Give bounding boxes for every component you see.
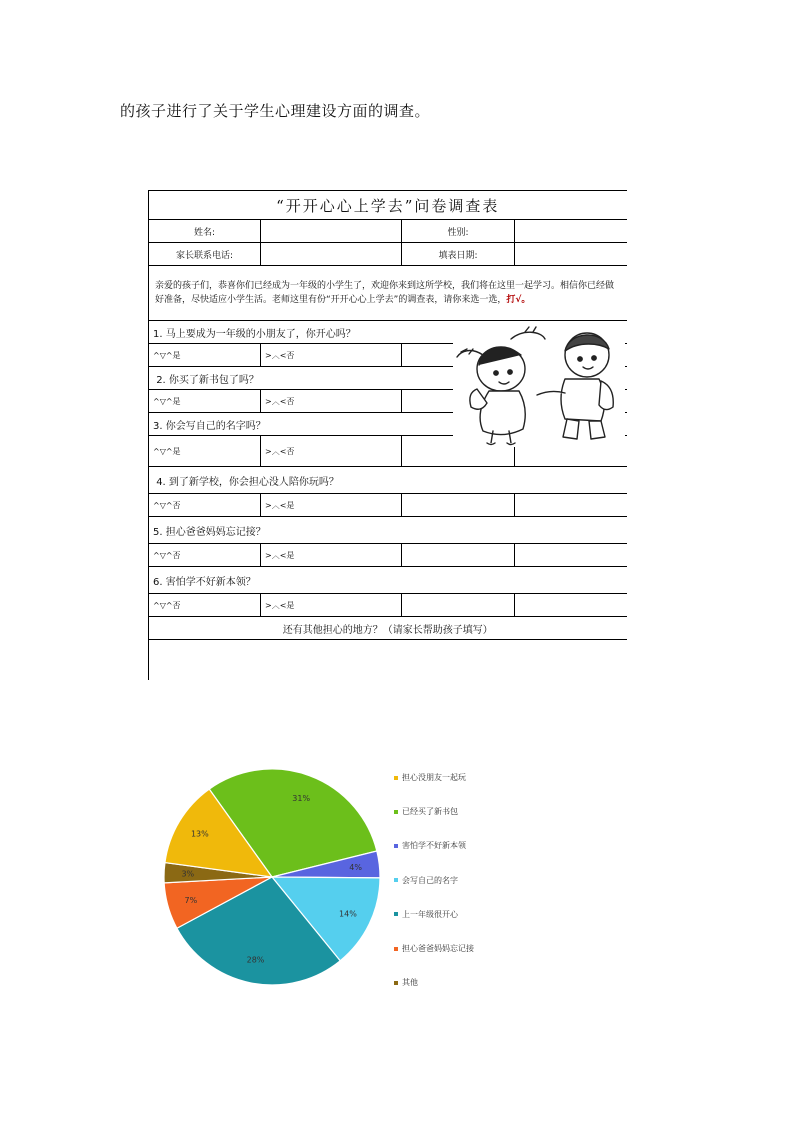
question-4-text: 4. 到了新学校，你会担心没人陪你玩吗？ bbox=[156, 476, 339, 488]
gender-label: 性别: bbox=[402, 220, 515, 243]
legend-item bbox=[394, 909, 458, 920]
boy-shirt bbox=[561, 379, 605, 421]
answer-6-b[interactable]: >︿<是 bbox=[261, 594, 402, 617]
name-label: 姓名: bbox=[149, 220, 261, 243]
pie-chart bbox=[160, 765, 384, 989]
other-concerns-label: 还有其他担心的地方？（请家长帮助孩子填写） bbox=[149, 617, 627, 640]
legend-item bbox=[394, 806, 458, 817]
legend-label: 担心没朋友一起玩 bbox=[402, 773, 466, 782]
answer-5-blank-2 bbox=[515, 544, 627, 567]
pie-slice-label: 28% bbox=[246, 955, 265, 965]
answer-4-blank-1 bbox=[402, 494, 515, 517]
pie-slice-label: 4% bbox=[349, 863, 363, 873]
answer-6-blank-1 bbox=[402, 594, 515, 617]
question-2-text: 2. 你买了新书包了吗？ bbox=[156, 374, 259, 386]
answer-6-blank-2 bbox=[515, 594, 627, 617]
children-illustration bbox=[453, 325, 625, 447]
phone-field[interactable] bbox=[261, 243, 402, 266]
answer-4-blank-2 bbox=[515, 494, 627, 517]
pie-slice-label: 14% bbox=[339, 909, 357, 919]
legend-item bbox=[394, 943, 474, 954]
date-label: 填表日期: bbox=[402, 243, 515, 266]
question-4 bbox=[149, 467, 627, 494]
answer-5-a[interactable]: ^▽^否 bbox=[149, 544, 261, 567]
intro-text: 的孩子进行了关于学生心理建设方面的调查。 bbox=[120, 102, 431, 120]
girl-dress bbox=[480, 391, 525, 435]
notice-text bbox=[149, 266, 627, 321]
legend-swatch bbox=[394, 844, 398, 848]
gender-field[interactable] bbox=[515, 220, 627, 243]
answer-1-a[interactable]: ^▽^是 bbox=[149, 344, 261, 367]
legend-swatch bbox=[394, 947, 398, 951]
survey-form bbox=[148, 190, 628, 680]
answer-3-a[interactable]: ^▽^是 bbox=[149, 436, 261, 467]
legend-swatch bbox=[394, 912, 398, 916]
boy-backpack bbox=[599, 381, 613, 410]
answer-5-b[interactable]: >︿<是 bbox=[261, 544, 402, 567]
legend-swatch bbox=[394, 810, 398, 814]
other-concerns-field[interactable] bbox=[149, 640, 627, 671]
boy-legs bbox=[563, 419, 605, 439]
answer-2-b[interactable]: >︿<否 bbox=[261, 390, 402, 413]
answer-5-blank-1 bbox=[402, 544, 515, 567]
question-6: 6. 害怕学不好新本领？ bbox=[149, 567, 627, 594]
question-1: 1. 马上要成为一年级的小朋友了，你开心吗？ bbox=[149, 321, 627, 344]
answer-3-b[interactable]: >︿<否 bbox=[261, 436, 402, 467]
answer-4-b[interactable]: >︿<是 bbox=[261, 494, 402, 517]
legend-swatch bbox=[394, 981, 398, 985]
legend-label: 害怕学不好新本领 bbox=[402, 841, 466, 851]
date-field[interactable] bbox=[515, 243, 627, 266]
answer-2-a[interactable]: ^▽^是 bbox=[149, 390, 261, 413]
answer-4-a[interactable]: ^▽^否 bbox=[149, 494, 261, 517]
girl-backpack bbox=[470, 389, 487, 409]
girl-braid-right bbox=[511, 332, 545, 339]
notice-body: 亲爱的孩子们，恭喜你们已经成为一年级的小学生了，欢迎你来到这所学校，我们将在这里一起学习。相信你已经做好准备，尽快适应小学生活。老师这里有份“开开心心上学去”的调查表，请你来选一选， bbox=[155, 281, 615, 305]
answer-6-a[interactable]: ^▽^否 bbox=[149, 594, 261, 617]
legend-swatch bbox=[394, 878, 398, 882]
pie-slice-label: 13% bbox=[190, 829, 209, 839]
answer-1-b[interactable]: >︿<否 bbox=[261, 344, 402, 367]
legend-label: 其他 bbox=[402, 978, 418, 988]
legend-label: 已经买了新书包 bbox=[402, 807, 458, 817]
legend-label: 会写自己的名字 bbox=[402, 875, 458, 885]
legend-item bbox=[394, 840, 466, 851]
survey-title: “开开心心上学去”问卷调查表 bbox=[149, 191, 627, 220]
legend-label: 上一年级很开心 bbox=[402, 909, 458, 919]
legend-item bbox=[394, 875, 458, 886]
question-3: 3. 你会写自己的名字吗？ bbox=[149, 413, 627, 436]
notice-mark: 打√。 bbox=[506, 295, 531, 305]
legend-item bbox=[394, 772, 466, 783]
pie-slice-label: 3% bbox=[181, 869, 195, 879]
legend-swatch bbox=[394, 776, 398, 780]
name-field[interactable] bbox=[261, 220, 402, 243]
question-5: 5. 担心爸爸妈妈忘记接？ bbox=[149, 517, 627, 544]
legend-item bbox=[394, 977, 418, 988]
pie-slice-label: 7% bbox=[184, 895, 198, 905]
phone-label: 家长联系电话: bbox=[149, 243, 261, 266]
pie-slice-label: 31% bbox=[292, 793, 311, 803]
legend-label: 担心爸爸妈妈忘记接 bbox=[402, 944, 474, 953]
